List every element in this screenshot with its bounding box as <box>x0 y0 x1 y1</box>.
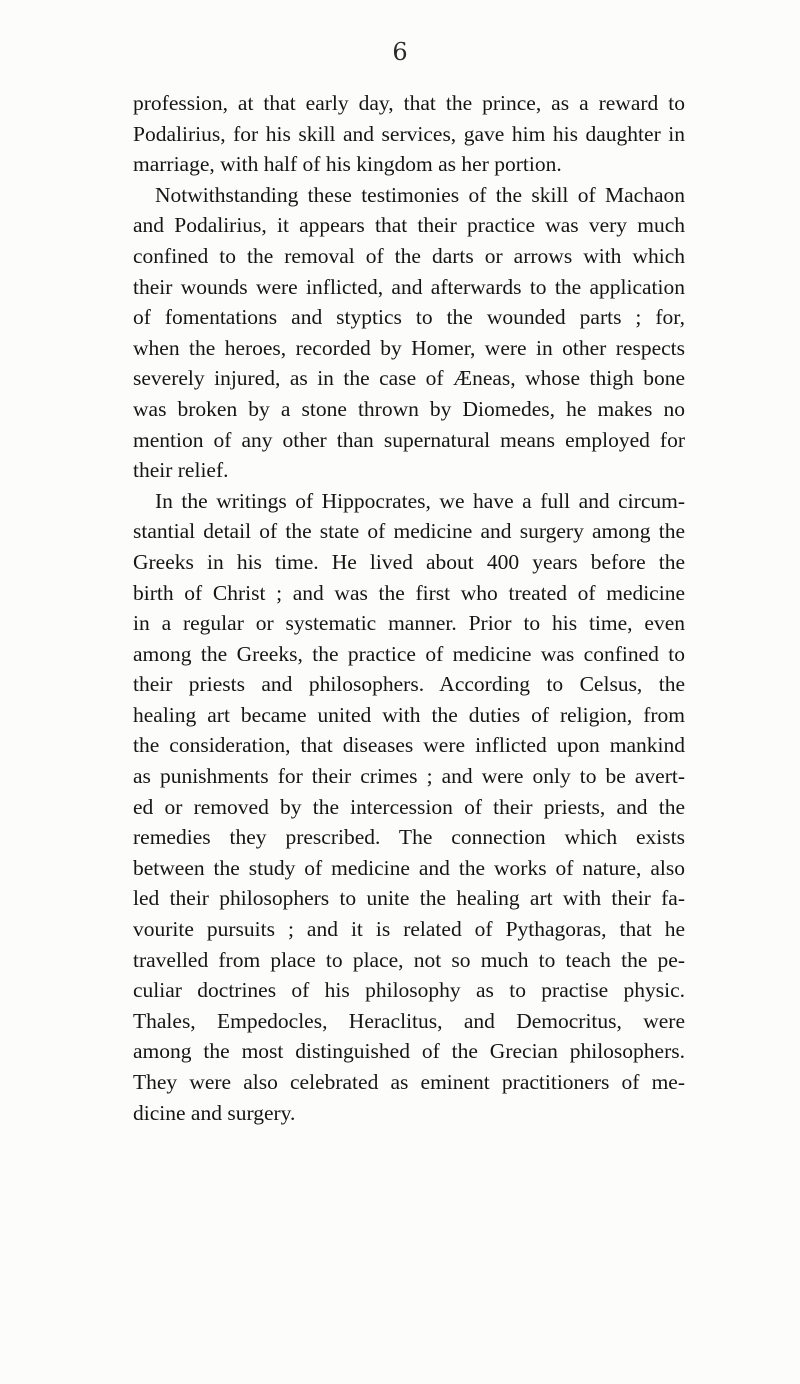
text-line: profession, at that early day, that the prince, as a reward to <box>133 91 685 115</box>
text-line: between the study of medicine and the works of nature, also <box>133 855 685 880</box>
text-line: healing art became united with the duties of religion, from <box>133 702 685 727</box>
text-line: ed or removed by the intercession of their priests, and the <box>133 794 685 819</box>
text-line: their wounds were inflicted, and afterwards to the application <box>133 274 685 299</box>
text-line: vourite pursuits ; and it is related of Pythagoras, that he <box>133 917 685 942</box>
text-line: travelled from place to place, not so much to teach the pe- <box>133 947 685 972</box>
page-number: 6 <box>392 38 408 66</box>
text-line: mention of any other than supernatural means employed for <box>133 427 685 452</box>
text-line: Podalirius, for his skill and services, gave him his daughter in <box>133 121 685 146</box>
text-line: their relief. <box>133 458 229 483</box>
text-line: birth of Christ ; and was the first who treated of medicine <box>133 580 685 605</box>
text-line: Greeks in his time. He lived about 400 years before the <box>133 549 685 574</box>
text-line: among the most distinguished of the Grecian philosophers. <box>133 1039 685 1064</box>
text-line: the consideration, that diseases were inflicted upon mankind <box>133 733 685 758</box>
text-line: In the writings of Hippocrates, we have a full and circum- <box>155 488 685 513</box>
body-text <box>133 88 685 1128</box>
text-line: and Podalirius, it appears that their practice was very much <box>133 213 685 238</box>
text-line: in a regular or systematic manner. Prior to his time, even <box>133 611 685 636</box>
text-line: as punishments for their crimes ; and were only to be avert- <box>133 764 685 789</box>
text-line: led their philosophers to unite the healing art with their fa- <box>133 886 685 911</box>
text-line: of fomentations and styptics to the wounded parts ; for, <box>133 305 685 330</box>
text-line: among the Greeks, the practice of medicine was confined to <box>133 641 685 666</box>
text-line: their priests and philosophers. According to Celsus, the <box>133 672 685 697</box>
text-line: when the heroes, recorded by Homer, were in other respects <box>133 335 685 360</box>
text-line: Thales, Empedocles, Heraclitus, and Democritus, were <box>133 1008 685 1033</box>
text-line: remedies they prescribed. The connection which exists <box>133 825 685 850</box>
text-line: severely injured, as in the case of Æneas, whose thigh bone <box>133 366 685 391</box>
text-line: They were also celebrated as eminent practitioners of me- <box>133 1070 685 1094</box>
text-line: stantial detail of the state of medicine and surgery among the <box>133 519 685 544</box>
text-line: marriage, with half of his kingdom as her portion. <box>133 152 562 177</box>
text-line: confined to the removal of the darts or arrows with which <box>133 243 685 268</box>
text-line: Notwithstanding these testimonies of the skill of Machaon <box>155 182 685 207</box>
text-line: dicine and surgery. <box>133 1100 296 1125</box>
text-line: culiar doctrines of his philosophy as to practise physic. <box>133 978 685 1003</box>
text-line: was broken by a stone thrown by Diomedes, he makes no <box>133 396 685 421</box>
